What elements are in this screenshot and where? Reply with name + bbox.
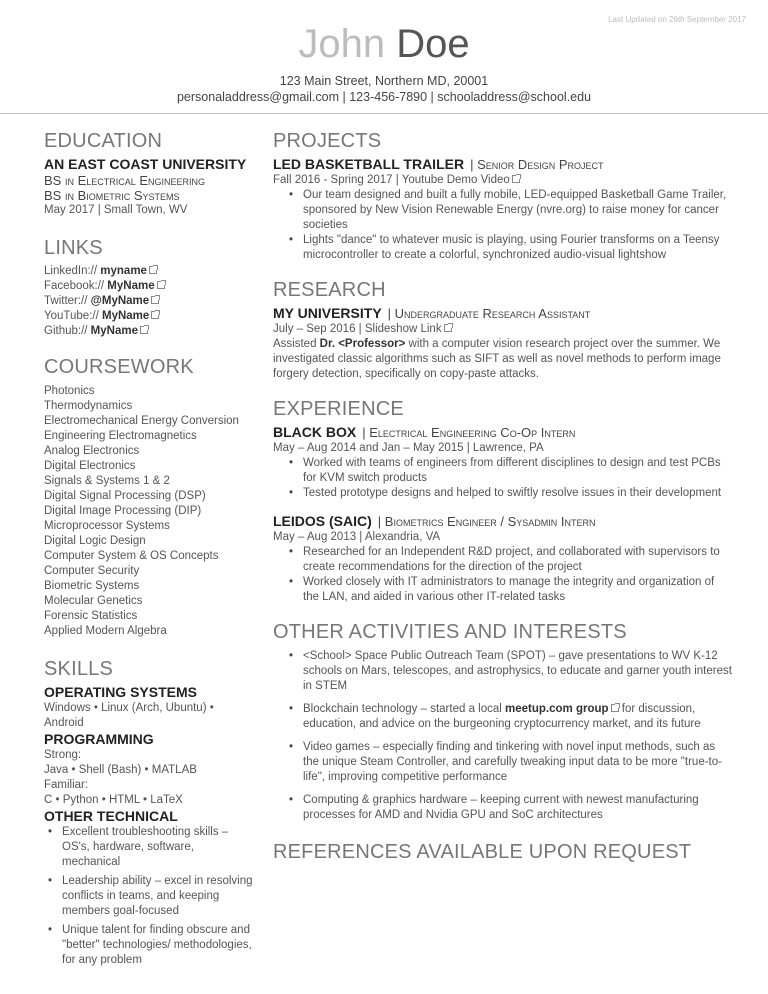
research-title: RESEARCH — [273, 279, 386, 301]
os-line-2: Android — [44, 717, 84, 729]
programming-title: PROGRAMMING — [44, 731, 154, 747]
course-item: Forensic Statistics — [44, 610, 138, 622]
course-item: Biometric Systems — [44, 580, 140, 592]
external-link-icon — [151, 296, 159, 304]
links-title: LINKS — [44, 237, 103, 259]
os-title: OPERATING SYSTEMS — [44, 684, 197, 700]
project-name: LED BASKETBALL TRAILER — [273, 156, 465, 172]
external-link-icon — [512, 175, 520, 183]
coursework-list — [44, 384, 254, 639]
education-title: EDUCATION — [44, 130, 163, 152]
link-youtube[interactable]: YouTube:// MyName — [44, 309, 254, 324]
projects-title: PROJECTS — [273, 130, 382, 152]
job-company: LEIDOS (SAIC) — [273, 513, 372, 529]
school-name: AN EAST COAST UNIVERSITY — [44, 156, 247, 172]
last-name: Doe — [396, 22, 470, 66]
course-item: Thermodynamics — [44, 400, 133, 412]
list-item: • Computing & graphics hardware – keeping current with newest manufacturing processes for AMD and Nvidia GPU and SoC architectures — [289, 793, 733, 823]
meetup-link[interactable]: meetup.com group — [505, 703, 609, 715]
course-item: Molecular Genetics — [44, 595, 143, 607]
job-meta: May – Aug 2014 and Jan – May 2015 | Lawrence, PA — [273, 442, 544, 454]
address: 123 Main Street, Northern MD, 20001 — [279, 74, 489, 88]
project-bullets — [289, 188, 733, 263]
activities-list — [289, 649, 733, 823]
contact-block — [0, 73, 768, 105]
list-item: • Blockchain technology – started a local meetup.com group for discussion, education, and advice on the burgeoning cryptocurrency market, and its future — [289, 702, 733, 732]
list-item: • Excellent troubleshooting skills – OS's, hardware, software, mechanical — [48, 825, 254, 870]
os-line-1: Windows • Linux (Arch, Ubuntu) • — [44, 702, 214, 714]
activities-title: OTHER ACTIVITIES AND INTERESTS — [273, 621, 627, 643]
external-link-icon — [611, 704, 619, 712]
course-item: Digital Logic Design — [44, 535, 146, 547]
list-item: • Our team designed and built a fully mobile, LED-equipped Basketball Game Trailer, sponsored by New Vision Renewable Energy (nvre.org) to raise money for cancer societies — [289, 188, 733, 233]
course-item: Microprocessor Systems — [44, 520, 170, 532]
list-item: • <School> Space Public Outreach Team (SPOT) – gave presentations to WV K-12 schools on Mars, telescopes, and astrophysics, to educate and garner youth interest in STEM — [289, 649, 733, 694]
project-role: | Senior Design Project — [470, 157, 604, 172]
last-updated: Last Updated on 26th September 2017 — [608, 15, 746, 24]
coursework-title: COURSEWORK — [44, 356, 194, 378]
list-item: • Lights "dance" to whatever music is playing, using Fourier transforms on a Teensy microcontroller to create a colorful, synchronized audio-visual lightshow — [289, 233, 733, 263]
left-column — [44, 128, 254, 968]
list-item: • Video games – especially finding and tinkering with novel input methods, such as the unique Steam Controller, and carefully tweaking input data to be more "true-to-life", improving competitive performance — [289, 740, 733, 785]
right-column — [273, 128, 733, 865]
list-item: • Unique talent for finding obscure and "better" technologies/ methodologies, for any problem — [48, 923, 254, 968]
project-meta[interactable]: Fall 2016 - Spring 2017 | Youtube Demo Video — [273, 173, 733, 188]
list-item: • Tested prototype designs and helped to swiftly resolve issues in their development — [289, 486, 733, 501]
name-heading — [0, 20, 768, 68]
familiar-label: Familiar: — [44, 779, 89, 791]
first-name: John — [298, 22, 386, 66]
course-item: Digital Signal Processing (DSP) — [44, 490, 206, 502]
list-item: • Worked closely with IT administrators to manage the integrity and organization of the LAN, and aided in various other IT-related tasks — [289, 575, 733, 605]
job-bullets — [289, 545, 733, 605]
course-item: Computer System & OS Concepts — [44, 550, 219, 562]
job-role: | Biometrics Engineer / Sysadmin Intern — [377, 514, 596, 529]
link-github[interactable]: Github:// MyName — [44, 324, 254, 339]
contact-line: personaladdress@gmail.com | 123-456-7890 | schooladdress@school.edu — [176, 90, 592, 104]
research-meta[interactable]: July – Sep 2016 | Slideshow Link — [273, 322, 733, 337]
list-item: • Worked with teams of engineers from different disciplines to design and test PCBs for KVM switch products — [289, 456, 733, 486]
research-org: MY UNIVERSITY — [273, 305, 382, 321]
strong-items: Java • Shell (Bash) • MATLAB — [44, 764, 197, 776]
degree-2: BS in Biometric Systems — [44, 188, 180, 203]
other-technical-list — [48, 825, 254, 968]
course-item: Computer Security — [44, 565, 140, 577]
list-item: • Researched for an Independent R&D project, and collaborated with supervisors to create recommendations for the direction of the project — [289, 545, 733, 575]
course-item: Electromechanical Energy Conversion — [44, 415, 239, 427]
links-list — [44, 264, 254, 339]
experience-title: EXPERIENCE — [273, 398, 404, 420]
job-meta: May – Aug 2013 | Alexandria, VA — [273, 531, 441, 543]
course-item: Photonics — [44, 385, 95, 397]
job-company: BLACK BOX — [273, 424, 357, 440]
course-item: Digital Image Processing (DIP) — [44, 505, 202, 517]
course-item: Analog Electronics — [44, 445, 140, 457]
job-bullets — [289, 456, 733, 501]
other-technical-title: OTHER TECHNICAL — [44, 808, 178, 824]
course-item: Digital Electronics — [44, 460, 136, 472]
course-item: Engineering Electromagnetics — [44, 430, 197, 442]
link-twitter[interactable]: Twitter:// @MyName — [44, 294, 254, 309]
research-description: Assisted Dr. <Professor> with a computer vision research project over the summer. We investigated classic algorithms such as SIFT as well as novel methods to perform image forgery detection, specifically on copy-paste attacks. — [273, 338, 721, 380]
job-role: | Electrical Engineering Co-Op Intern — [362, 425, 576, 440]
familiar-items: C • Python • HTML • LaTeX — [44, 794, 183, 806]
link-facebook[interactable]: Facebook:// MyName — [44, 279, 254, 294]
header-divider — [0, 113, 768, 114]
skills-title: SKILLS — [44, 658, 114, 680]
course-item: Applied Modern Algebra — [44, 625, 167, 637]
references-title: REFERENCES AVAILABLE UPON REQUEST — [273, 841, 692, 863]
external-link-icon — [149, 266, 157, 274]
external-link-icon — [140, 326, 148, 334]
research-role: | Undergraduate Research Assistant — [387, 306, 591, 321]
course-item: Signals & Systems 1 & 2 — [44, 475, 170, 487]
strong-label: Strong: — [44, 749, 82, 761]
degree-1: BS in Electrical Engineering — [44, 173, 206, 188]
external-link-icon — [444, 324, 452, 332]
education-date: May 2017 | Small Town, WV — [44, 204, 188, 216]
list-item: • Leadership ability – excel in resolving conflicts in teams, and keeping members goal-focused — [48, 874, 254, 919]
external-link-icon — [157, 281, 165, 289]
link-linkedin[interactable]: LinkedIn:// myname — [44, 264, 254, 279]
external-link-icon — [151, 311, 159, 319]
